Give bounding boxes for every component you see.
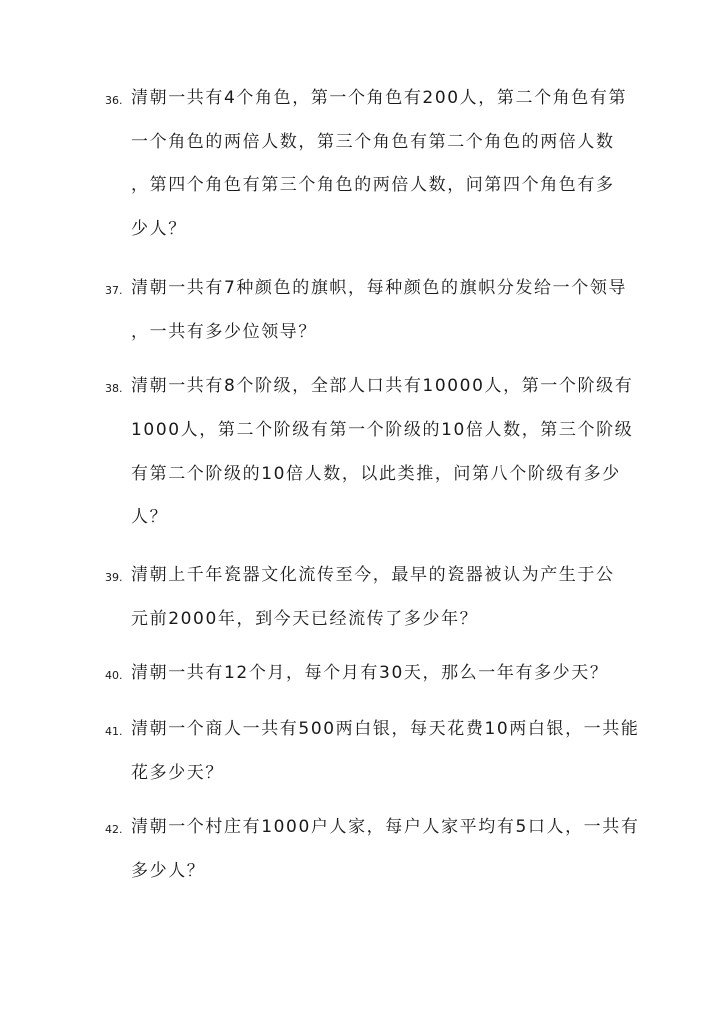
question-text-line: 清朝一共有8个阶级，全部人口共有10000人，第一个阶级有	[131, 376, 634, 396]
question-text-line: 有第二个阶级的10倍人数，以此类推，问第八个阶级有多少	[131, 464, 621, 484]
question-text-line: 元前2000年，到今天已经流传了多少年？	[131, 609, 479, 629]
question-text-line: ，第四个角色有第三个角色的两倍人数，问第四个角色有多	[131, 175, 615, 195]
question-number: 39.	[105, 571, 123, 584]
question-text-line: ，一共有多少位领导？	[131, 322, 317, 342]
question-number: 38.	[105, 382, 123, 395]
question-text-line: 清朝一共有7种颜色的旗帜，每种颜色的旗帜分发给一个领导	[131, 278, 628, 298]
question-number: 40.	[105, 669, 123, 682]
question-text-line: 人？	[131, 507, 169, 527]
question-text-line: 少人？	[131, 219, 187, 239]
question-number: 41.	[105, 725, 123, 738]
question-text-line: 花多少天？	[131, 763, 224, 783]
question-text-line: 多少人？	[131, 861, 206, 881]
question-text-line: 一个角色的两倍人数，第三个角色有第二个角色的两倍人数	[131, 132, 615, 152]
question-number: 42.	[105, 823, 123, 836]
question-text-line: 清朝一共有12个月，每个月有30天，那么一年有多少天？	[131, 663, 609, 683]
question-text-line: 1000人，第二个阶级有第一个阶级的10倍人数，第三个阶级	[131, 420, 634, 440]
question-text-line: 清朝一个商人一共有500两白银，每天花费10两白银，一共能	[131, 719, 640, 739]
question-number: 37.	[105, 284, 123, 297]
question-text-line: 清朝上千年瓷器文化流传至今，最早的瓷器被认为产生于公	[131, 565, 615, 585]
question-text-line: 清朝一共有4个角色，第一个角色有200人，第二个角色有第	[131, 88, 628, 108]
question-text-line: 清朝一个村庄有1000户人家，每户人家平均有5口人，一共有	[131, 817, 640, 837]
question-number: 36.	[105, 94, 123, 107]
